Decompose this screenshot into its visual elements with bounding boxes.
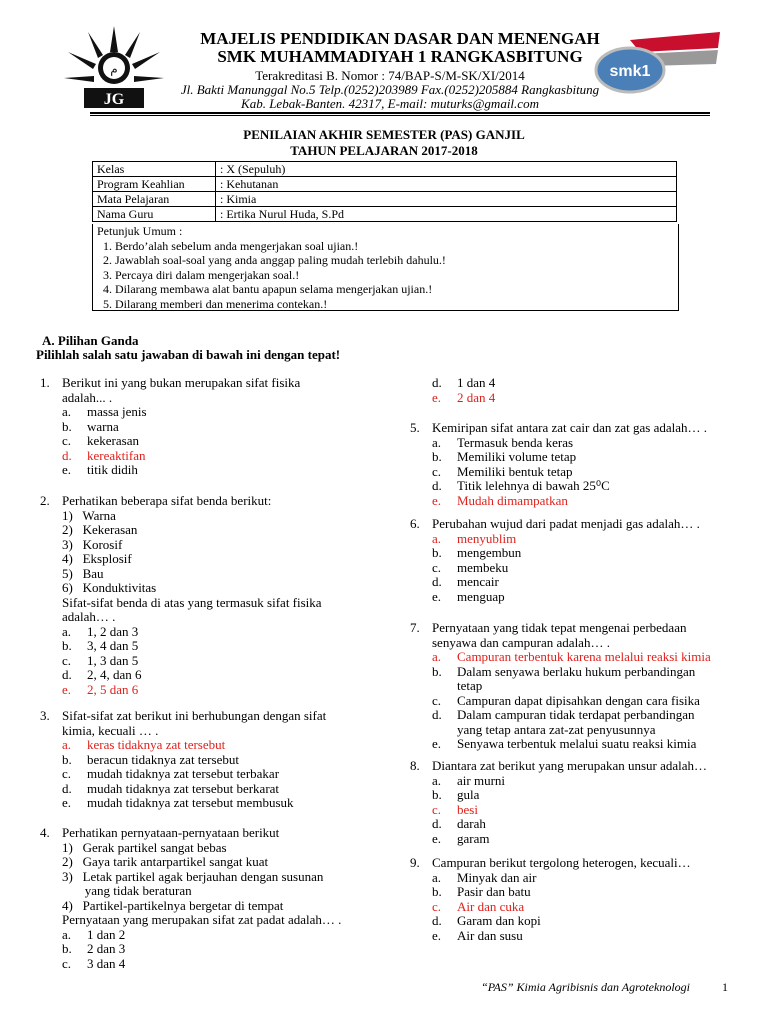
option-text: Air dan susu (457, 927, 523, 943)
option-text: 2, 4, dan 6 (87, 667, 142, 682)
answer-option (40, 463, 380, 478)
option-letter: b. (432, 449, 442, 464)
exam-title: PENILAIAN AKHIR SEMESTER (PAS) GANJIL (243, 127, 525, 142)
option-text: Campuran dapat dipisahkan dengan cara fisika (457, 692, 700, 708)
question-stem (40, 709, 380, 724)
option-text: keras tidaknya zat tersebut (87, 737, 226, 752)
answer-option (410, 436, 750, 451)
question-text: Sifat-sifat zat berikut ini berhubungan dengan sifat (62, 708, 327, 723)
answer-option (410, 546, 750, 561)
statement-item: 6) Konduktivitas (62, 580, 157, 595)
option-letter: a. (432, 869, 442, 885)
answer-option (410, 885, 750, 900)
option-letter (432, 723, 457, 738)
question-stem (40, 494, 380, 509)
answer-option (410, 723, 750, 738)
answer-option (410, 590, 750, 605)
question-9 (410, 856, 750, 943)
answer-option (40, 405, 380, 420)
option-text: Senyawa terbentuk melalui suatu reaksi kimia (457, 736, 697, 751)
option-letter (432, 679, 457, 694)
option-text: beracun tidaknya zat tersebut (87, 751, 239, 767)
option-letter: d. (62, 780, 72, 796)
statement-item: yang tidak beraturan (62, 883, 192, 898)
instructions-box (92, 224, 679, 311)
header-rule-thin (90, 115, 710, 116)
option-text: Air dan cuka (457, 898, 525, 914)
option-text: 1, 3 dan 5 (87, 652, 139, 668)
answer-option (410, 803, 750, 818)
option-text: menyublim (457, 530, 517, 546)
option-letter: e. (432, 389, 442, 405)
answer-option (40, 683, 380, 698)
info-value: : Ertika Nurul Huda, S.Pd (216, 207, 677, 222)
question-stem (40, 391, 380, 406)
question-number: 7. (410, 620, 420, 635)
question-number: 8. (410, 758, 420, 773)
option-letter: c. (432, 898, 442, 914)
option-text: Dalam campuran tidak terdapat perbandingan (457, 707, 695, 722)
answer-option (410, 817, 750, 832)
statement-item: 5) Bau (62, 565, 104, 581)
answer-option (410, 737, 750, 752)
question-stem (410, 517, 750, 532)
info-table (92, 161, 677, 222)
answer-option (40, 796, 380, 811)
option-letter: a. (62, 737, 72, 752)
question-number: 9. (410, 855, 420, 870)
question-text: Campuran berikut tergolong heterogen, kecuali… (432, 855, 691, 870)
option-letter: b. (62, 941, 72, 956)
option-text: darah (457, 816, 486, 831)
answer-option (410, 832, 750, 847)
answer-option (410, 465, 750, 480)
question-3 (40, 709, 380, 811)
option-text: membeku (457, 559, 509, 575)
section-label: A. Pilihan Ganda (42, 333, 139, 348)
question-number (40, 724, 62, 739)
question-stem (40, 826, 380, 841)
option-letter: c. (432, 559, 442, 575)
info-key: Program Keahlian (93, 177, 216, 192)
option-letter: e. (62, 681, 72, 697)
exam-year: TAHUN PELAJARAN 2017-2018 (290, 143, 478, 158)
question-text: Perubahan wujud dari padat menjadi gas adalah… . (432, 516, 700, 531)
option-letter: d. (432, 816, 442, 831)
option-letter: c. (62, 766, 72, 781)
option-letter: a. (432, 772, 442, 788)
answer-option (410, 479, 750, 494)
option-text: air murni (457, 772, 506, 788)
option-letter: c. (432, 801, 442, 817)
question-stem (410, 636, 750, 651)
question-stem (410, 856, 750, 871)
answer-option (40, 942, 380, 957)
instruction-item: 3. Percaya diri dalam mengerjakan soal.! (115, 268, 674, 283)
option-text: 1 dan 4 (457, 375, 496, 390)
option-text: Pasir dan batu (457, 884, 531, 899)
option-letter: b. (432, 787, 442, 802)
option-text: Memiliki volume tetap (457, 449, 577, 464)
option-text: 3 dan 4 (87, 955, 126, 971)
option-letter: c. (62, 433, 72, 448)
question-4-continued (410, 376, 750, 405)
option-letter: b. (62, 418, 72, 434)
option-letter: d. (432, 478, 442, 493)
question-1 (40, 376, 380, 478)
statement-item: 2) Kekerasan (62, 522, 138, 537)
question-text: adalah... . (62, 389, 113, 405)
question-text: senyawa dan campuran adalah… . (432, 634, 610, 650)
question-6 (410, 517, 750, 604)
answer-option (40, 625, 380, 640)
info-value: : Kimia (216, 192, 677, 207)
question-text: Berikut ini yang bukan merupakan sifat fisika (62, 375, 301, 390)
info-key: Kelas (93, 162, 216, 177)
answer-option (410, 494, 750, 509)
answer-option (40, 738, 380, 753)
right-logo (590, 30, 720, 100)
question-number: 5. (410, 420, 420, 435)
info-row (93, 192, 677, 207)
question-number (410, 636, 432, 651)
statement-item: 4) Eksplosif (62, 551, 132, 566)
question-number: 6. (410, 516, 420, 531)
question-2 (40, 494, 380, 697)
option-letter: a. (62, 623, 72, 639)
answer-option (410, 532, 750, 547)
page-number: 1 (722, 980, 728, 994)
answer-option (410, 900, 750, 915)
answer-option (410, 665, 750, 680)
statement-item: 4) Partikel-partikelnya bergetar di tempat (62, 897, 284, 913)
option-text: Dalam senyawa berlaku hukum perbandingan (457, 663, 696, 679)
option-text: tetap (457, 678, 483, 693)
answer-option (410, 679, 750, 694)
answer-option (40, 449, 380, 464)
option-text: kereaktifan (87, 447, 146, 463)
answer-option (410, 708, 750, 723)
instructions-list (97, 239, 674, 312)
info-row (93, 162, 677, 177)
option-letter: d. (432, 707, 442, 722)
statement-item: 1) Warna (62, 507, 116, 523)
option-letter: a. (62, 926, 72, 942)
option-text: mencair (457, 574, 499, 589)
option-letter: e. (432, 492, 442, 508)
option-letter: d. (62, 447, 72, 463)
instruction-item: 4. Dilarang membawa alat bantu apapun selama mengerjakan ujian.! (115, 282, 674, 297)
header-address: Jl. Bakti Manunggal No.5 Telp.(0252)203989 Fax.(0252)205884 Rangkasbitung (180, 82, 600, 97)
question-number (40, 391, 62, 406)
option-text: Garam dan kopi (457, 913, 541, 928)
question-stem (410, 759, 750, 774)
header-accreditation: Terakreditasi B. Nomor : 74/BAP-S/M-SK/XI/2014 (255, 68, 525, 83)
answer-option (40, 420, 380, 435)
answer-option (410, 650, 750, 665)
section-instruction: Pilihlah salah satu jawaban di bawah ini dengan tepat! (36, 347, 341, 362)
question-text: Pernyataan yang merupakan sifat zat padat adalah… . (62, 912, 342, 927)
option-text: mudah tidaknya zat tersebut membusuk (87, 795, 294, 810)
option-text: 2, 5 dan 6 (87, 681, 139, 697)
question-stem (410, 621, 750, 636)
answer-option (40, 767, 380, 782)
question-text: kimia, kecuali … . (62, 722, 159, 738)
question-text: Pernyataan yang tidak tepat mengenai perbedaan (432, 620, 687, 635)
option-letter: e. (432, 830, 442, 846)
option-letter: a. (432, 649, 442, 664)
header-school-name: SMK MUHAMMADIYAH 1 RANGKASBITUNG (217, 47, 583, 66)
answer-option (40, 434, 380, 449)
answer-option (410, 871, 750, 886)
svg-text:JG: JG (103, 91, 125, 108)
footer (481, 980, 728, 995)
question-stem (40, 724, 380, 739)
question-7 (410, 621, 750, 752)
option-text: 2 dan 3 (87, 941, 126, 956)
question-text: Diantara zat berikut yang merupakan unsur adalah… (432, 758, 708, 773)
instructions-title: Petunjuk Umum : (97, 224, 183, 238)
info-key: Mata Pelajaran (93, 192, 216, 207)
option-text: Minyak dan air (457, 869, 537, 885)
question-text: Sifat-sifat benda di atas yang termasuk sifat fisika (62, 594, 322, 610)
option-text: Campuran terbentuk karena melalui reaksi kimia (457, 649, 711, 664)
option-letter: a. (62, 404, 72, 419)
option-letter: d. (432, 913, 442, 928)
info-row (93, 177, 677, 192)
option-text: kekerasan (87, 433, 139, 448)
answer-option (410, 450, 750, 465)
answer-option (40, 668, 380, 683)
question-number: 3. (40, 708, 50, 723)
question-stem (410, 421, 750, 436)
option-text: titik didih (87, 462, 138, 477)
answer-option (410, 376, 750, 391)
statement-item: 2) Gaya tarik antarpartikel sangat kuat (62, 854, 269, 869)
answer-option (40, 928, 380, 943)
option-text: Titik lelehnya di bawah 25⁰C (457, 478, 610, 493)
option-letter: c. (432, 463, 442, 479)
info-key: Nama Guru (93, 207, 216, 222)
option-letter: c. (62, 652, 72, 668)
question-number: 1. (40, 375, 50, 390)
option-letter: e. (432, 736, 442, 751)
option-letter: b. (432, 663, 442, 679)
option-text: yang tetap antara zat-zat penyusunnya (457, 721, 656, 737)
statement-item: 3) Korosif (62, 536, 123, 552)
option-text: garam (457, 830, 490, 846)
option-letter: d. (432, 375, 442, 390)
answer-option (410, 788, 750, 803)
option-letter: a. (432, 434, 442, 450)
answer-option (40, 957, 380, 972)
instruction-item: 5. Dilarang memberi dan menerima contekan.! (115, 297, 674, 312)
question-8 (410, 759, 750, 846)
info-value: : X (Sepuluh) (216, 162, 677, 177)
option-letter: b. (62, 751, 72, 767)
option-letter: c. (62, 955, 72, 971)
option-text: 2 dan 4 (457, 389, 496, 405)
option-letter: b. (62, 638, 72, 653)
answer-option (410, 561, 750, 576)
answer-option (410, 774, 750, 789)
header-rule (90, 112, 710, 114)
answer-option (40, 782, 380, 797)
footer-text: “PAS” Kimia Agribisnis dan Agroteknologi (481, 980, 690, 994)
answer-option (410, 391, 750, 406)
option-text: Termasuk benda keras (457, 434, 574, 450)
header-organization: MAJELIS PENDIDIKAN DASAR DAN MENENGAH (200, 29, 600, 48)
svg-text:smk1: smk1 (609, 63, 651, 80)
question-5 (410, 421, 750, 508)
question-text: Perhatikan pernyataan-pernyataan berikut (62, 825, 280, 840)
option-letter: b. (432, 884, 442, 899)
option-text: besi (457, 801, 478, 817)
option-text: gula (457, 787, 480, 802)
instruction-item: 1. Berdo’alah sebelum anda mengerjakan soal ujian.! (115, 239, 674, 254)
option-text: menguap (457, 588, 505, 604)
answer-option (410, 694, 750, 709)
question-number: 2. (40, 493, 50, 508)
option-text: mengembun (457, 545, 522, 560)
option-text: mudah tidaknya zat tersebut terbakar (87, 766, 280, 781)
question-4 (40, 826, 380, 971)
answer-option (410, 575, 750, 590)
answer-option (40, 753, 380, 768)
option-text: 3, 4 dan 5 (87, 638, 139, 653)
answer-option (40, 639, 380, 654)
question-text: adalah… . (62, 609, 116, 624)
option-letter: e. (62, 462, 72, 477)
answer-option (410, 929, 750, 944)
answer-option (410, 914, 750, 929)
option-text: massa jenis (87, 404, 147, 419)
option-text: Mudah dimampatkan (457, 492, 568, 508)
svg-text:م: م (110, 62, 118, 76)
option-letter: a. (432, 530, 442, 546)
option-letter: e. (432, 927, 442, 943)
statement-item: 1) Gerak partikel sangat bebas (62, 839, 227, 855)
option-text: Memiliki bentuk tetap (457, 463, 573, 479)
option-letter: e. (432, 588, 442, 604)
info-value: : Kehutanan (216, 177, 677, 192)
option-letter: c. (432, 692, 442, 708)
question-text: Kemiripan sifat antara zat cair dan zat gas adalah… . (432, 420, 708, 435)
answer-option (40, 654, 380, 669)
option-text: 1 dan 2 (87, 926, 126, 942)
info-row (93, 207, 677, 222)
question-number: 4. (40, 825, 50, 840)
option-letter: d. (432, 574, 442, 589)
option-letter: e. (62, 795, 72, 810)
instruction-item: 2. Jawablah soal-soal yang anda anggap paling mudah terlebih dahulu.! (115, 253, 674, 268)
option-text: warna (87, 418, 119, 434)
question-stem (40, 376, 380, 391)
option-letter: b. (432, 545, 442, 560)
option-text: mudah tidaknya zat tersebut berkarat (87, 780, 280, 796)
option-letter: d. (62, 667, 72, 682)
option-text: 1, 2 dan 3 (87, 623, 139, 639)
question-text: Perhatikan beberapa sifat benda berikut: (62, 493, 272, 508)
header-contact: Kab. Lebak-Banten. 42317, E-mail: muturks@gmail.com (241, 96, 539, 111)
statement-item: 3) Letak partikel agak berjauhan dengan susunan (62, 868, 324, 884)
